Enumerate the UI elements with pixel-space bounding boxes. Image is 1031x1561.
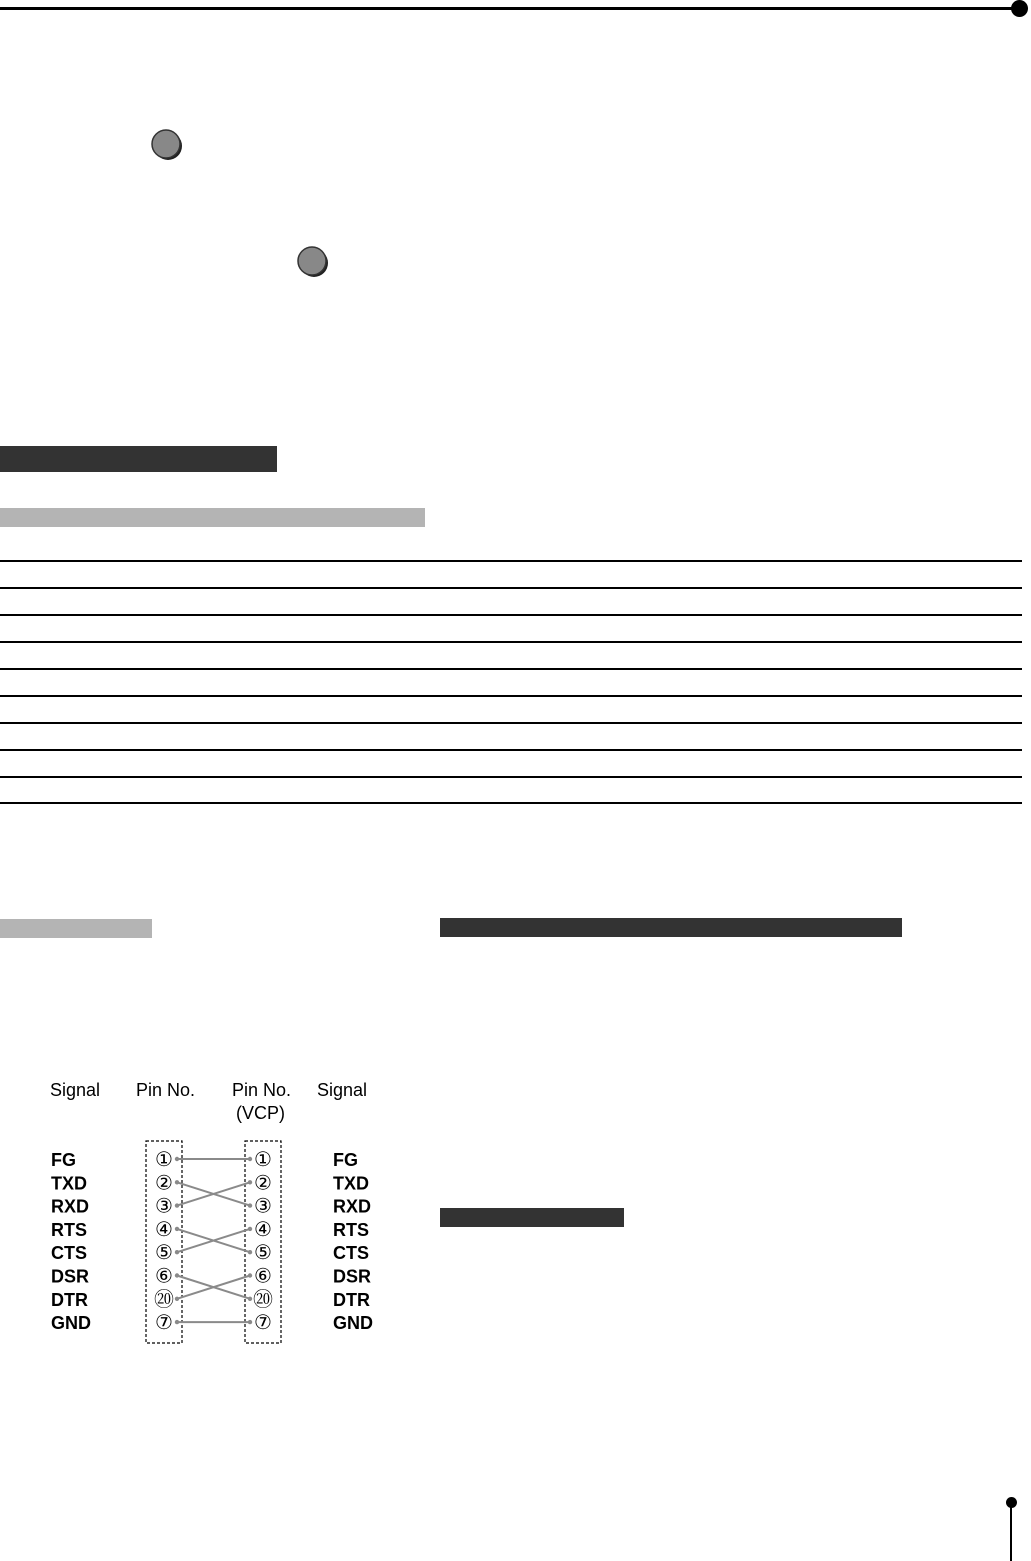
table-rule [0, 722, 1022, 724]
section-heading-bar-dark [0, 446, 277, 472]
header-pin-left: Pin No. [136, 1080, 196, 1100]
table-rule [0, 695, 1022, 697]
subsection-heading-bar-light-2 [0, 919, 152, 938]
wire-endpoint-left [175, 1180, 179, 1184]
pin-number-left: ⑦ [155, 1310, 173, 1335]
page-corner-line [1010, 1504, 1012, 1561]
wire-group [177, 1159, 250, 1322]
pin-number-right: ③ [254, 1193, 272, 1218]
pin-number-left: ⑳ [154, 1286, 174, 1311]
pin-number-left: ② [155, 1170, 173, 1195]
table-rule [0, 668, 1022, 670]
pin-number-right: ⑳ [253, 1286, 273, 1311]
pin-number-left: ⑥ [155, 1263, 173, 1288]
pin-number-right: ⑥ [254, 1263, 272, 1288]
round-button-icon-2 [296, 245, 328, 277]
wire-endpoint-left [175, 1297, 179, 1301]
pin-number-right: ② [254, 1170, 272, 1195]
wire-endpoint-right [248, 1203, 252, 1207]
pin-number-left: ① [155, 1147, 173, 1171]
wire-endpoint-left [175, 1320, 179, 1324]
table-rule [0, 749, 1022, 751]
page-top-rule [0, 7, 1014, 10]
wire-endpoint-left [175, 1203, 179, 1207]
wire-endpoint-left [175, 1157, 179, 1161]
table-rule [0, 560, 1022, 562]
header-pin-right: Pin No. [232, 1080, 292, 1100]
pin-number-right: ⑦ [254, 1310, 272, 1335]
signal-label-right: RXD [333, 1196, 372, 1217]
signal-label-left: RTS [51, 1219, 87, 1240]
header-signal-right: Signal [317, 1080, 368, 1100]
wire-endpoint-left [175, 1227, 179, 1231]
section-heading-bar-dark-3 [440, 1208, 624, 1227]
wire-endpoint-right [248, 1273, 252, 1277]
wire-endpoint-right [248, 1180, 252, 1184]
signal-label-left: GND [51, 1313, 91, 1334]
signal-label-right: GND [333, 1313, 373, 1334]
table-rule [0, 641, 1022, 643]
wire-endpoint-left [175, 1250, 179, 1254]
cable-wiring-diagram [40, 1068, 400, 1358]
pin-number-left: ④ [155, 1216, 173, 1241]
signal-label-left: FG [51, 1150, 76, 1170]
table-rule [0, 776, 1022, 778]
round-button-icon-1 [150, 128, 182, 160]
signal-label-left: DTR [51, 1289, 88, 1310]
header-pin-right-sub: (VCP) [236, 1103, 285, 1123]
signal-label-left: CTS [51, 1243, 87, 1264]
pin-number-right: ⑤ [254, 1240, 272, 1265]
section-heading-bar-dark-2 [440, 918, 902, 937]
pin-number-right: ④ [254, 1216, 272, 1241]
subsection-heading-bar-light [0, 508, 425, 527]
signal-label-left: RXD [51, 1196, 90, 1217]
pin-number-left: ⑤ [155, 1240, 173, 1265]
signal-label-left: DSR [51, 1266, 90, 1287]
signal-label-right: DTR [333, 1289, 370, 1310]
signal-label-left: TXD [51, 1173, 87, 1194]
signal-label-right: CTS [333, 1243, 369, 1264]
table-rule [0, 802, 1022, 804]
pin-number-right: ① [254, 1147, 272, 1171]
header-signal-left: Signal [50, 1080, 101, 1100]
pin-number-left: ③ [155, 1193, 173, 1218]
table-rule [0, 587, 1022, 589]
wire-endpoint-right [248, 1297, 252, 1301]
signal-label-right: FG [333, 1150, 358, 1170]
wire-endpoint-right [248, 1320, 252, 1324]
signal-label-right: DSR [333, 1266, 372, 1287]
wire-endpoint-right [248, 1227, 252, 1231]
table-rule [0, 614, 1022, 616]
page-top-rule-dot [1011, 0, 1028, 17]
signal-label-right: RTS [333, 1219, 369, 1240]
signal-label-right: TXD [333, 1173, 369, 1194]
wire-endpoint-right [248, 1250, 252, 1254]
wire-endpoint-right [248, 1157, 252, 1161]
wire-endpoint-left [175, 1273, 179, 1277]
